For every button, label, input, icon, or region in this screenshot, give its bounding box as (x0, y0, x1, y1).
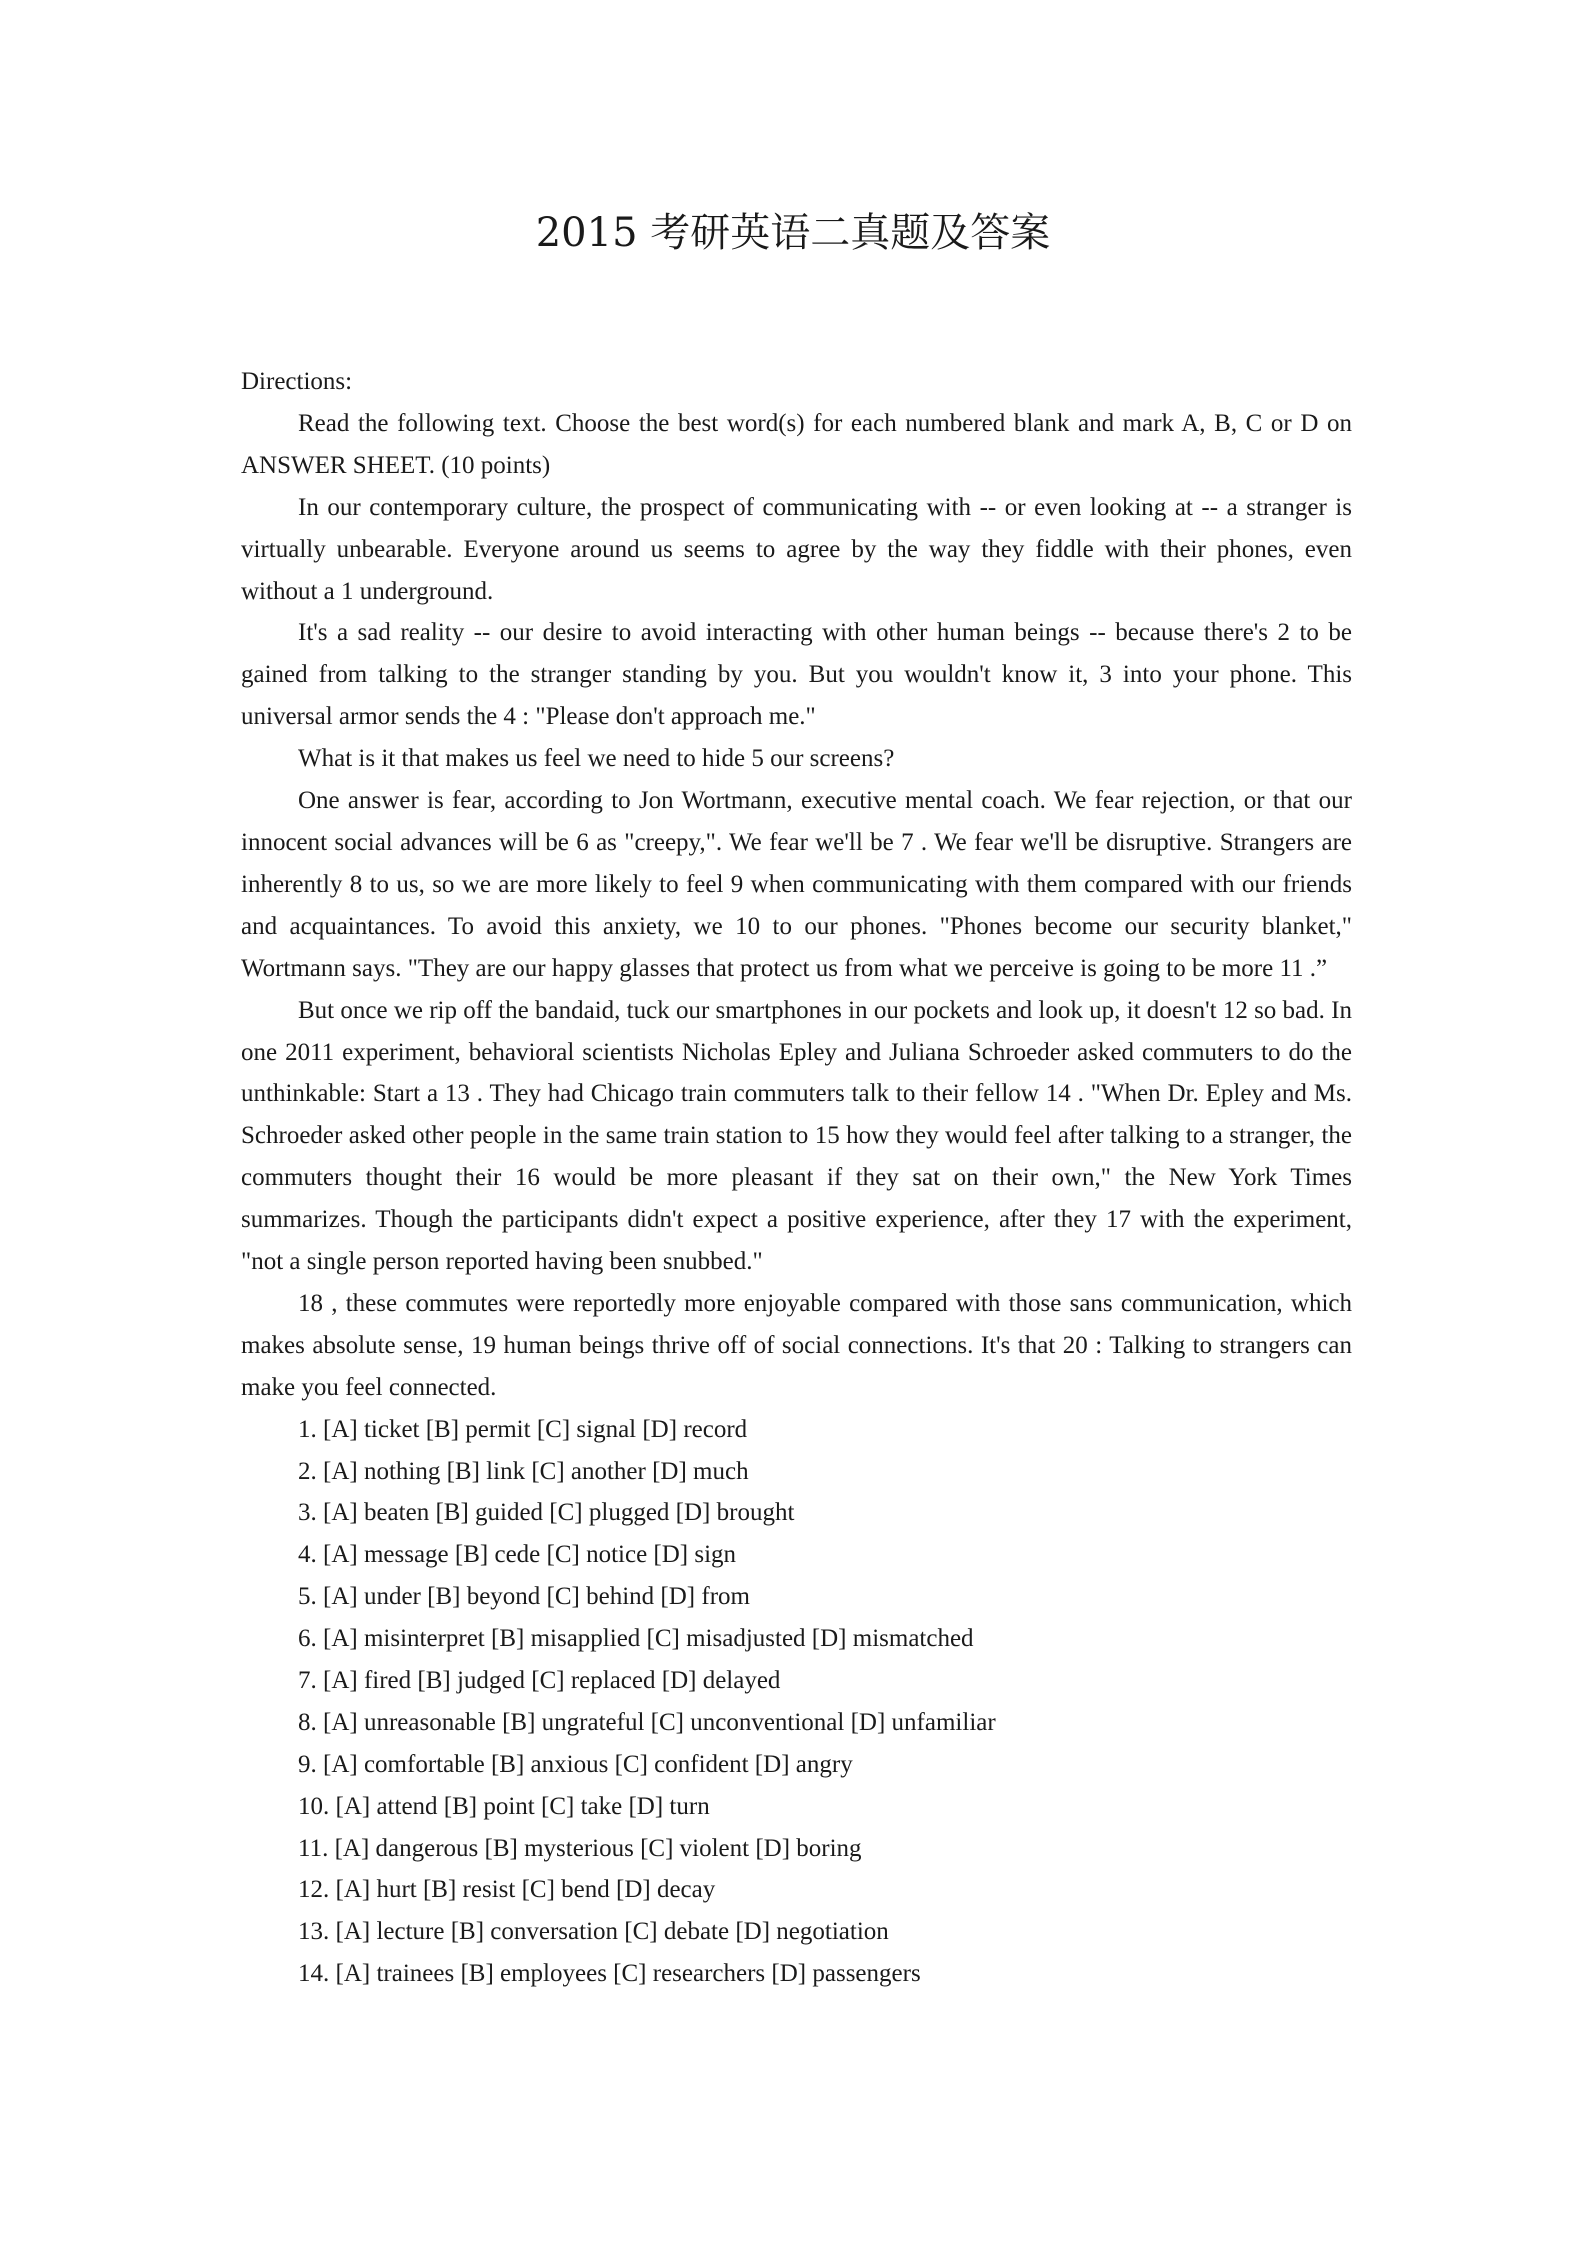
answer-option: 6. [A] misinterpret [B] misapplied [C] misadjusted [D] mismatched (298, 1625, 974, 1653)
directions-text: Read the following text. Choose the best word(s) for each numbered blank and mark A, B, C or D on ANSWER SHEET. (10 points) (241, 409, 1352, 479)
passage-paragraph: But once we rip off the bandaid, tuck our smartphones in our pockets and look up, it doesn't 12 so bad. In one 2011 experiment, behavioral scientists Nicholas Epley and Juliana Schroeder asked commuters to do the unthinkable: Start a 13 . They had Chicago train commuters talk to their fellow 14 . "When Dr. Epley and Ms. Schroeder asked other people in the same train station to 15 how they would feel after talking to a stranger, the commuters thought their 16 would be more pleasant if they sat on their own," the New York Times summarizes. Though the participants didn't expect a positive experience, after they 17 with the experiment, "not a single person reported having been snubbed." (241, 996, 1352, 1276)
answer-option: 5. [A] under [B] beyond [C] behind [D] from (298, 1583, 750, 1611)
answer-option: 2. [A] nothing [B] link [C] another [D] much (298, 1457, 749, 1485)
passage-paragraph: It's a sad reality -- our desire to avoid interacting with other human beings -- because there's 2 to be gained from talking to the stranger standing by you. But you wouldn't know it, 3 into your phone. This universal armor sends the 4 : "Please don't approach me." (241, 619, 1352, 731)
passage-paragraph: What is it that makes us feel we need to hide 5 our screens? (298, 745, 895, 773)
answer-option: 3. [A] beaten [B] guided [C] plugged [D] brought (298, 1499, 795, 1527)
answer-option: 13. [A] lecture [B] conversation [C] debate [D] negotiation (298, 1918, 889, 1946)
passage-paragraph: 18 , these commutes were reportedly more enjoyable compared with those sans communication, which makes absolute sense, 19 human beings thrive off of social connections. It's that 20 : Talking to strangers can make you feel connected. (241, 1289, 1352, 1401)
answer-option: 12. [A] hurt [B] resist [C] bend [D] decay (298, 1876, 716, 1904)
answer-option: 7. [A] fired [B] judged [C] replaced [D] delayed (298, 1667, 781, 1694)
answer-options-list (241, 1409, 1352, 1995)
directions-label: Directions: (241, 368, 353, 395)
passage-paragraph: In our contemporary culture, the prospect of communicating with -- or even looking at -- a stranger is virtually unbearable. Everyone around us seems to agree by the way they fiddle with their phones, even without a 1 underground. (241, 493, 1352, 605)
document-body (241, 361, 1352, 1995)
answer-option: 8. [A] unreasonable [B] ungrateful [C] unconventional [D] unfamiliar (298, 1708, 996, 1736)
answer-option: 11. [A] dangerous [B] mysterious [C] violent [D] boring (298, 1834, 862, 1862)
answer-option: 9. [A] comfortable [B] anxious [C] confident [D] angry (298, 1750, 853, 1778)
answer-option: 14. [A] trainees [B] employees [C] researchers [D] passengers (298, 1960, 921, 1988)
passage-paragraph: One answer is fear, according to Jon Wortmann, executive mental coach. We fear rejection, or that our innocent social advances will be 6 as "creepy,". We fear we'll be 7 . We fear we'll be disruptive. Strangers are inherently 8 to us, so we are more likely to feel 9 when communicating with them compared with our friends and acquaintances. To avoid this anxiety, we 10 to our phones. "Phones become our security blanket," Wortmann says. "They are our happy glasses that protect us from what we perceive is going to be more 11 .” (241, 787, 1352, 982)
page-title: 2015 考研英语二真题及答案 (535, 210, 1051, 256)
answer-option: 10. [A] attend [B] point [C] take [D] turn (298, 1792, 710, 1820)
answer-option: 1. [A] ticket [B] permit [C] signal [D] record (298, 1415, 748, 1443)
answer-option: 4. [A] message [B] cede [C] notice [D] sign (298, 1541, 737, 1569)
